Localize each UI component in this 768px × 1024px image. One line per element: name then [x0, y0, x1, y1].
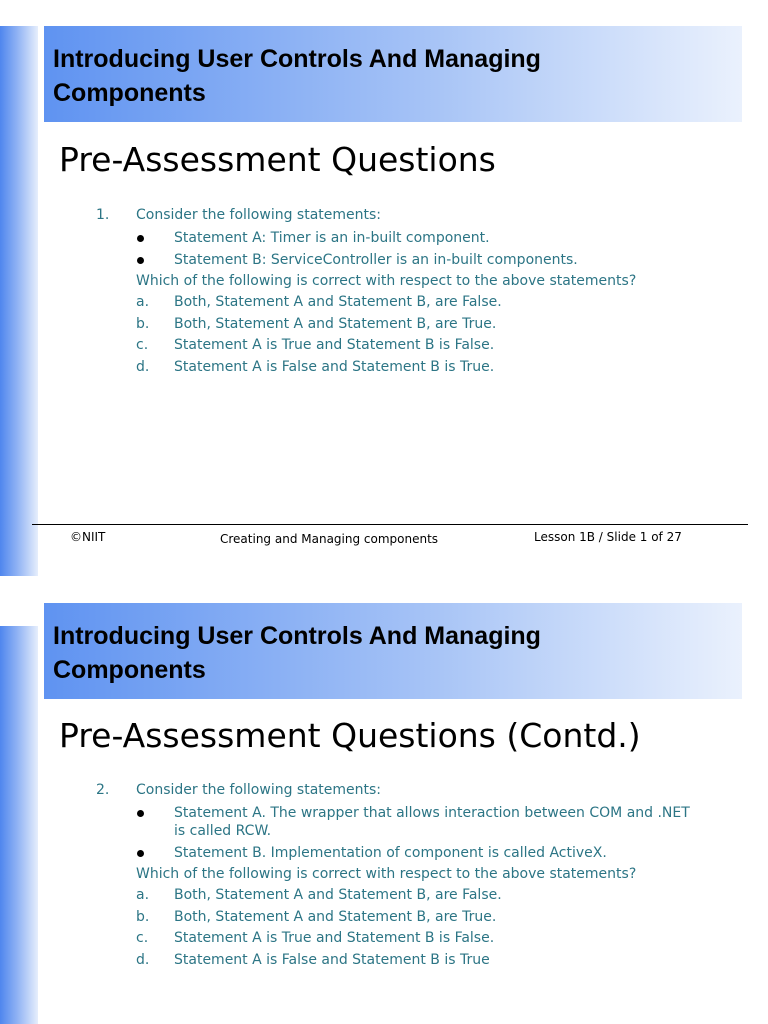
- option-text: Statement A is False and Statement B is True: [174, 951, 490, 968]
- bullet-icon: [137, 235, 144, 242]
- option-letter: c.: [136, 337, 149, 353]
- slide-title-band: [44, 603, 742, 699]
- slide-side-bar: [0, 626, 38, 1024]
- answer-option: [96, 928, 716, 950]
- statement-item: [96, 842, 716, 864]
- bullet-icon: [137, 850, 144, 857]
- footer-divider: [32, 524, 748, 525]
- statement-text: Statement A: Timer is an in-built component.: [174, 229, 490, 246]
- answer-option: [96, 357, 716, 379]
- option-letter: b.: [136, 315, 150, 332]
- slide-title: Introducing User Controls And Managing Components: [53, 45, 541, 107]
- option-letter: d.: [136, 951, 150, 968]
- question-prompt: Which of the following is correct with respect to the above statements?: [136, 865, 637, 882]
- statement-item: [96, 802, 716, 842]
- footer-slide-number: Lesson 1B / Slide 1 of 27: [534, 530, 682, 544]
- answer-option: [96, 885, 716, 907]
- question-number: 2.: [96, 782, 110, 798]
- slide-2: [0, 600, 768, 1024]
- option-letter: a.: [136, 887, 150, 903]
- option-text: Both, Statement A and Statement B, are False.: [174, 887, 502, 903]
- question-intro-row: [96, 780, 716, 802]
- slide-title: Introducing User Controls And Managing Components: [53, 622, 541, 684]
- bullet-icon: [137, 257, 144, 264]
- question-block: [96, 780, 716, 971]
- statement-text: Statement B. Implementation of component is called ActiveX.: [174, 844, 607, 861]
- slide-heading: Pre-Assessment Questions (Contd.): [59, 716, 641, 755]
- question-prompt-row: [96, 864, 716, 886]
- question-intro-row: [96, 205, 716, 227]
- answer-option: [96, 335, 716, 357]
- answer-option: [96, 314, 716, 336]
- footer-course-title: Creating and Managing components: [220, 532, 439, 546]
- option-text: Statement A is False and Statement B is True.: [174, 358, 495, 375]
- question-number: 1.: [96, 207, 110, 223]
- option-letter: b.: [136, 908, 150, 925]
- statement-item: [96, 249, 716, 271]
- slide-title-band: [44, 26, 742, 122]
- option-letter: d.: [136, 358, 150, 375]
- answer-option: [96, 907, 716, 929]
- option-text: Statement A is True and Statement B is False.: [174, 930, 495, 946]
- statement-text: Statement A. The wrapper that allows interaction between COM and .NET is called RCW.: [174, 804, 690, 839]
- statement-item: [96, 227, 716, 249]
- bullet-icon: [137, 810, 144, 817]
- option-text: Both, Statement A and Statement B, are True.: [174, 315, 497, 332]
- question-prompt: Which of the following is correct with respect to the above statements?: [136, 272, 637, 289]
- option-text: Both, Statement A and Statement B, are False.: [174, 294, 502, 310]
- question-block: [96, 205, 716, 378]
- question-prompt-row: [96, 271, 716, 293]
- footer-copyright: ©NIIT: [70, 530, 106, 544]
- statement-text: Statement B: ServiceController is an in-built components.: [174, 251, 578, 268]
- question-intro: Consider the following statements:: [136, 782, 382, 798]
- option-text: Both, Statement A and Statement B, are True.: [174, 908, 497, 925]
- slide-heading: Pre-Assessment Questions: [59, 140, 496, 179]
- option-letter: c.: [136, 930, 149, 946]
- option-letter: a.: [136, 294, 150, 310]
- answer-option: [96, 292, 716, 314]
- answer-option: [96, 950, 716, 972]
- slide-side-bar: [0, 26, 38, 576]
- option-text: Statement A is True and Statement B is False.: [174, 337, 495, 353]
- slide-gap: [0, 576, 768, 600]
- question-intro: Consider the following statements:: [136, 207, 382, 223]
